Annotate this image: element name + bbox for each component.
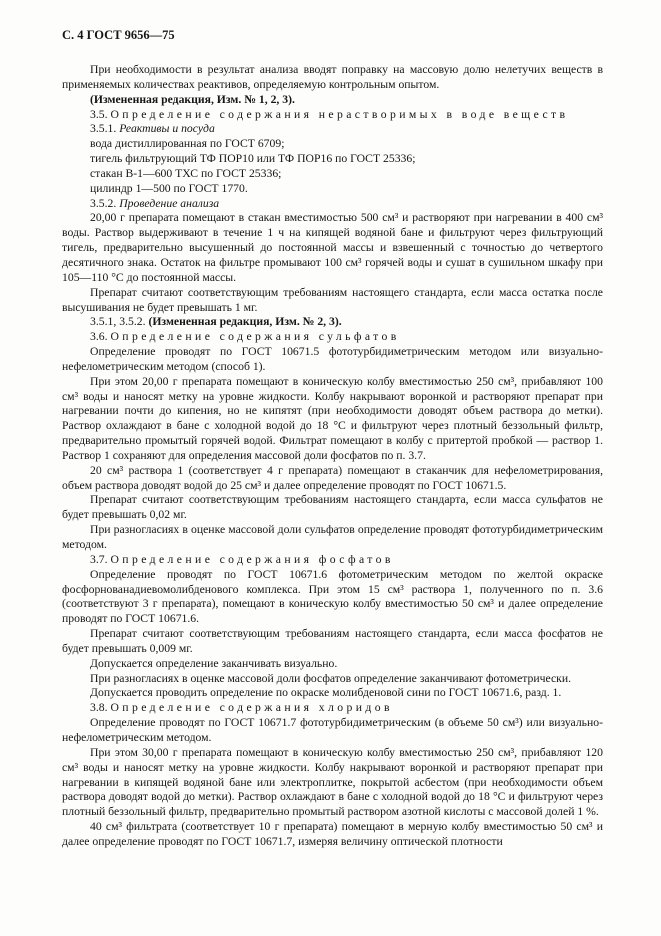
section-title: Реактивы и посуда [119, 122, 215, 136]
section-number: 3.5.1. [90, 122, 117, 136]
reagent-item: вода дистиллированная по ГОСТ 6709; [90, 137, 285, 151]
reagent-item: тигель фильтрующий ТФ ПОР10 или ТФ ПОР16 по ГОСТ 25336; [90, 152, 416, 166]
section-title: Определение содержания сульфатов [110, 330, 400, 344]
paragraph: Определение проводят по ГОСТ 10671.6 фотометрическим методом по желтой окраске фосфорнованадиевомолибденового комплекса. При этом 15 см³ раствора 1, полученного по п. 3.6 (соответствуют 3 г препарата), помещают в коническую колбу вместимостью 50 см³ и далее определение проводят по ГОСТ 10671.6. [62, 567, 603, 626]
amendment-text: (Измененная редакция, Изм. № 2, 3). [148, 315, 342, 329]
paragraph: При разногласиях в оценке массовой доли сульфатов определение проводят фототурбидиметрическим методом. [62, 523, 603, 551]
page-header: С. 4 ГОСТ 9656—75 [62, 28, 175, 42]
paragraph: Определение проводят по ГОСТ 10671.5 фототурбидиметрическим методом или визуально-нефелометрическим методом (способ 1). [62, 345, 603, 373]
section-title: Определение содержания хлоридов [110, 701, 393, 715]
reagent-item: стакан В-1—600 ТХС по ГОСТ 25336; [90, 166, 282, 180]
paragraph: При разногласиях в оценке массовой доли фосфатов определение заканчивают фотометрически. [90, 671, 572, 685]
section-title: Определение содержания нерастворимых в воде веществ [110, 107, 569, 121]
paragraph: Препарат считают соответствующим требованиям настоящего стандарта, если масса остатка после высушивания не будет превышать 1 мг. [62, 285, 603, 314]
paragraph: При этом 30,00 г препарата помещают в коническую колбу вместимостью 250 см³, прибавляют 120 см³ воды и наносят метку на уровне жидкости. Колбу накрывают воронкой и растворяют препарат при нагревании в кипящей водяной бане или электроплитке, покрытой асбестом (при необходимости объем раствора доводят водой до метки). Раствор охлаждают в бане с холодной водой до 18 °С и фильтруют через плотный беззольный фильтр, предварительно промытый раствором азотной кислоты с массовой долей 1 %. [62, 745, 603, 819]
section-number: 3.8. [90, 701, 108, 715]
document-body [62, 63, 603, 850]
paragraph: Допускается проводить определение по окраске молибденовой сини по ГОСТ 10671.6, разд. 1. [90, 686, 562, 700]
section-heading-3-7 [62, 553, 603, 568]
section-number: 3.5.2. [90, 196, 117, 210]
section-heading-3-8 [62, 701, 603, 716]
reagent-item: цилиндр 1—500 по ГОСТ 1770. [90, 181, 248, 195]
paragraph: 20,00 г препарата помещают в стакан вместимостью 500 см³ и растворяют при нагревании в 400 см³ воды. Раствор выдерживают в течение 1 ч на кипящей водяной бане и фильтруют через фильтрующий тигель, предварительно высушенный до постоянной массы и взвешенный с точностью до четвертого десятичного знака. Остаток на фильтре промывают 100 см³ горячей воды и сушат в сушильном шкафу при 105—110 °С до постоянной массы. [62, 211, 603, 284]
paragraph: Допускается определение заканчивать визуально. [90, 656, 338, 670]
section-heading-3-6 [62, 330, 603, 345]
paragraph: При необходимости в результат анализа вводят поправку на массовую долю нелетучих веществ в применяемых количествах реактивов, определяемую контрольным опытом. [62, 63, 603, 91]
amendment-note [62, 315, 603, 330]
section-number: 3.6. [90, 330, 108, 344]
section-number: 3.5. [90, 107, 108, 121]
subsection-heading-3-5-1 [62, 122, 603, 137]
section-heading-3-5 [62, 108, 603, 123]
clause-refs: 3.5.1, 3.5.2. [90, 315, 149, 329]
section-number: 3.7. [90, 552, 108, 566]
paragraph: 40 см³ фильтрата (соответствует 10 г препарата) помещают в мерную колбу вместимостью 50 см³ и далее определение проводят по ГОСТ 10671.7, измеряя величину оптической плотности [62, 820, 603, 848]
paragraph: Препарат считают соответствующим требованиям настоящего стандарта, если масса сульфатов не будет превышать 0,02 мг. [62, 493, 603, 522]
section-title: Проведение анализа [119, 196, 220, 210]
paragraph: Определение проводят по ГОСТ 10671.7 фототурбидиметрическим (в объеме 50 см³) или визуально-нефелометрическим методом. [62, 716, 603, 744]
section-title: Определение содержания фосфатов [110, 552, 394, 566]
paragraph: 20 см³ раствора 1 (соответствует 4 г препарата) помещают в стаканчик для нефелометрирования, объем раствора доводят водой до 25 см³ и далее определение проводят по ГОСТ 10671.5. [62, 463, 603, 492]
paragraph: При этом 20,00 г препарата помещают в коническую колбу вместимостью 250 см³, прибавляют 100 см³ воды и наносят метку на уровне жидкости. Колбу накрывают воронкой и растворяют препарат при нагревании почти до кипения, но не кипятят (при необходимости доводят объем раствора до метки). Раствор охлаждают в бане с холодной водой до 18 °С и фильтруют через плотный беззольный фильтр, предварительно промытый горячей водой. Фильтрат помещают в колбу с притертой пробкой — раствор 1. Раствор 1 сохраняют для определения массовой доли фосфатов по п. 3.7. [62, 374, 603, 462]
subsection-heading-3-5-2 [62, 197, 603, 212]
amendment-note: (Измененная редакция, Изм. № 1, 2, 3). [90, 92, 295, 106]
paragraph: Препарат считают соответствующим требованиям настоящего стандарта, если масса фосфатов не будет превышать 0,009 мг. [62, 627, 603, 655]
